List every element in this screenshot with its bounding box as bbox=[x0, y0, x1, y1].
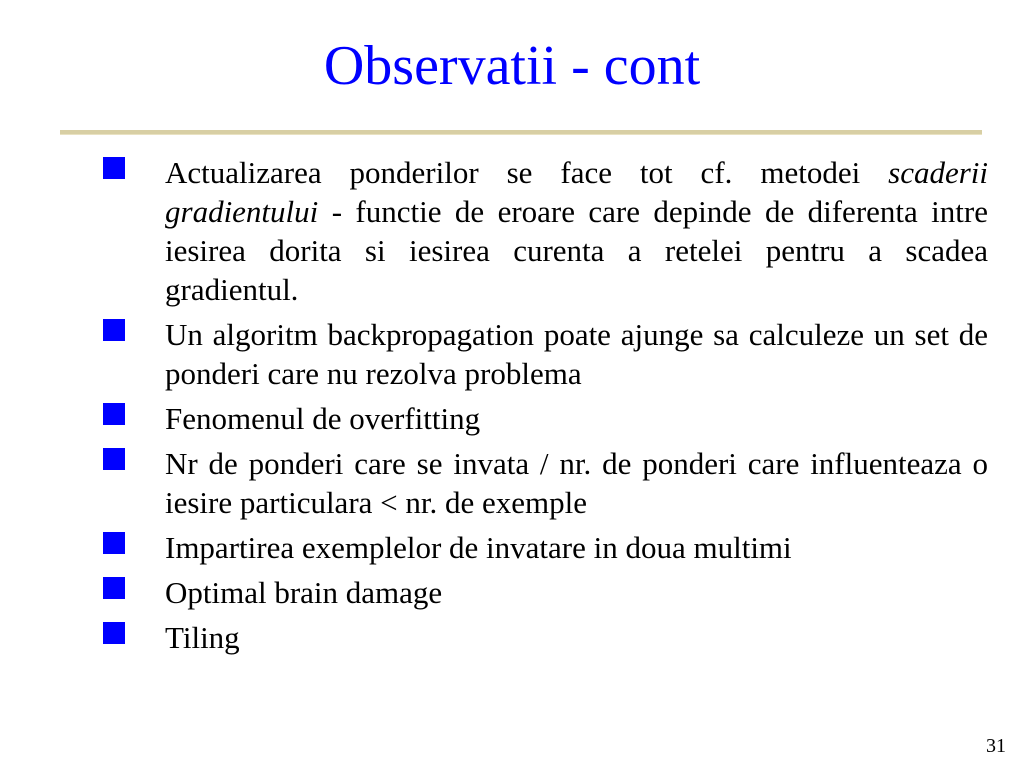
bullet-item bbox=[100, 573, 988, 612]
bullet-text: Nr de ponderi care se invata / nr. de ponderi care influenteaza o iesire particulara < nr. de exemple bbox=[165, 446, 988, 520]
title-divider bbox=[60, 130, 982, 135]
blue-square-bullet-icon bbox=[103, 532, 125, 554]
bullet-item bbox=[100, 618, 988, 657]
blue-square-bullet-icon bbox=[103, 577, 125, 599]
slide-title: Observatii - cont bbox=[323, 35, 701, 97]
bullet-item bbox=[100, 528, 988, 567]
bullet-text-italic: scaderii gradientului bbox=[165, 155, 988, 229]
bullet-list bbox=[100, 153, 988, 663]
bullet-text: Optimal brain damage bbox=[165, 575, 443, 610]
bullet-item bbox=[100, 444, 988, 522]
bullet-text: Tiling bbox=[165, 620, 240, 655]
bullet-text-segment: Actualizarea ponderilor se face tot cf. metodei bbox=[165, 155, 889, 190]
blue-square-bullet-icon bbox=[103, 157, 125, 179]
bullet-item bbox=[100, 153, 988, 309]
bullet-text: Un algoritm backpropagation poate ajunge sa calculeze un set de ponderi care nu rezolva problema bbox=[165, 317, 988, 391]
bullet-text-segment: - functie de eroare care depinde de diferenta intre iesirea dorita si iesirea curenta a retelei pentru a scadea gradientul. bbox=[165, 194, 988, 307]
bullet-item bbox=[100, 399, 988, 438]
blue-square-bullet-icon bbox=[103, 448, 125, 470]
bullet-text bbox=[165, 155, 988, 307]
bullet-text: Fenomenul de overfitting bbox=[165, 401, 481, 436]
blue-square-bullet-icon bbox=[103, 622, 125, 644]
blue-square-bullet-icon bbox=[103, 319, 125, 341]
slide-number: 31 bbox=[986, 735, 1006, 757]
blue-square-bullet-icon bbox=[103, 403, 125, 425]
bullet-text: Impartirea exemplelor de invatare in doua multimi bbox=[165, 530, 792, 565]
bullet-item bbox=[100, 315, 988, 393]
